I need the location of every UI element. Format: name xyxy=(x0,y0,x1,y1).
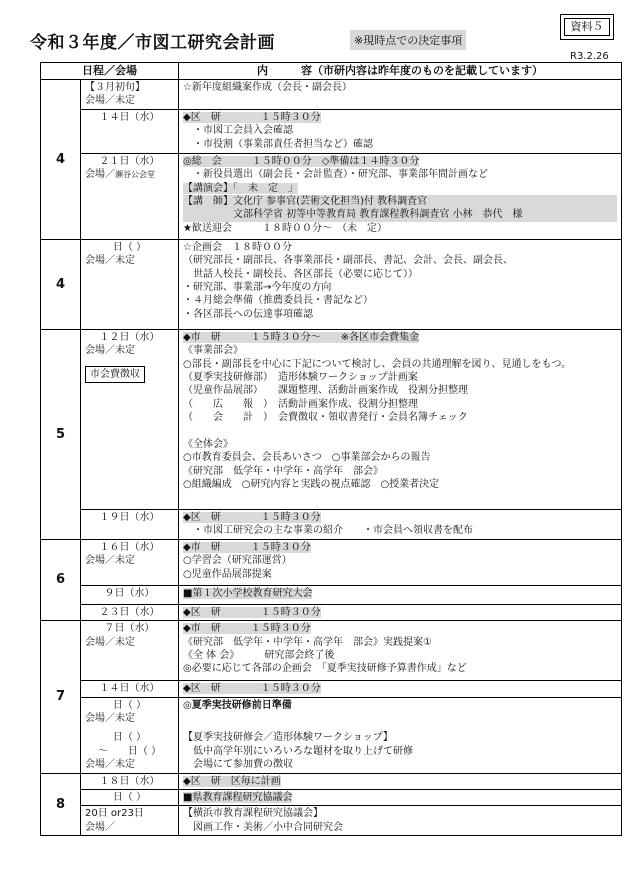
schedule-cell xyxy=(81,80,179,110)
schedule-date: ７日（水） xyxy=(104,623,155,635)
schedule-venue: 会場／未定 xyxy=(85,345,135,357)
schedule-cell xyxy=(81,790,179,806)
month-cell: 5 xyxy=(41,329,81,539)
content-line: ・市図工会員入会確認 xyxy=(183,125,293,137)
schedule-cell xyxy=(81,509,179,539)
table-row xyxy=(41,773,622,789)
content-line: ■県教育課程研究協議会 xyxy=(183,792,293,804)
table-row xyxy=(41,153,622,239)
schedule-date: ９日（水） xyxy=(104,587,155,599)
schedule-date: 日（ ） xyxy=(112,241,147,253)
table-row xyxy=(41,239,622,329)
content-line: 《研究部 低学年・中学年・高学年 部会》 xyxy=(183,465,383,477)
content-line: （ 広 報 ） 活動計画案作成、役割分担整理 xyxy=(183,398,418,410)
table-row xyxy=(41,539,622,585)
table-row xyxy=(41,621,622,681)
content-line: （研究部長・副部長、各事業部長・副部長、書記、会計、会長、副会長、 xyxy=(183,255,513,267)
schedule-cell xyxy=(81,239,179,329)
content-line: ☆企画会 １８時００分 xyxy=(183,241,292,253)
content-line: 【講演会】「 未 定 」 xyxy=(183,182,298,194)
content-cell xyxy=(179,585,622,604)
schedule-cell xyxy=(81,773,179,789)
content-line: ■第１次小学校教育研究大会 xyxy=(183,587,313,599)
content-line: 《全体会》 xyxy=(183,439,233,451)
schedule-cell xyxy=(81,329,179,509)
schedule-column-header: 日程／会場 xyxy=(41,63,179,80)
table-row xyxy=(41,109,622,153)
document-date: R3.2.26 xyxy=(570,51,609,62)
content-cell xyxy=(179,681,622,697)
content-line: ◆区 研 １５時３０分 xyxy=(183,511,321,523)
schedule-venue: 会場／未定 xyxy=(85,636,135,648)
content-cell xyxy=(179,790,622,806)
content-line: ◆区 研 区毎に計画 xyxy=(183,775,281,787)
fee-collection-badge: 市会費徴収 xyxy=(85,366,145,383)
table-row xyxy=(41,681,622,697)
content-line: 【講 師】文化庁 参事官(芸術文化担当)付 教科調査官 xyxy=(183,195,617,208)
content-cell xyxy=(179,329,622,509)
table-row xyxy=(41,697,622,773)
schedule-date: 日（ ） xyxy=(112,792,147,804)
content-line: ○部長・副部長を中心に下記について検討し、会員の共通理解を図り、見通しをもつ。 xyxy=(183,358,572,370)
content-line: ○市教育委員会、会長あいさつ ○事業部会からの報告 xyxy=(183,452,431,464)
content-cell xyxy=(179,773,622,789)
schedule-cell xyxy=(81,109,179,153)
content-line: ○組織編成 ○研究内容と実践の視点確認 ○授業者決定 xyxy=(183,479,440,491)
schedule-venue: 会場／ xyxy=(85,169,115,181)
content-line: 文部科学省 初等中等教育局 教育課程教科調査官 小林 恭代 様 xyxy=(183,208,617,221)
content-line: ○児童作品展部提案 xyxy=(183,568,272,580)
content-line: ・４月総会準備（推薦委員長・書記など） xyxy=(183,295,373,307)
content-cell xyxy=(179,153,622,239)
content-line: ・研究部、事業部→今年度の方向 xyxy=(183,282,332,294)
content-line: ◆区 研 １５時３０分 xyxy=(183,111,321,123)
month-cell: 8 xyxy=(41,773,81,836)
schedule-cell xyxy=(81,697,179,773)
schedule-cell xyxy=(81,585,179,604)
content-line: 世話人校長・副校長、各区部長（必要に応じて）） xyxy=(183,268,418,280)
month-cell: 4 xyxy=(41,239,81,329)
schedule-date: ２１日（水） xyxy=(99,155,160,167)
content-line: 《事業部会》 xyxy=(183,345,243,357)
content-line: ★歓送迎会 １８時００分～ （未 定） xyxy=(183,222,387,234)
content-line: 【横浜市教育課程研究協議会】 xyxy=(183,808,323,820)
content-line: 図画工作・美術／小中合同研究会 xyxy=(183,821,343,833)
schedule-date: ～ 日（ ） xyxy=(97,745,162,757)
content-line: 会場にて参加費の徴収 xyxy=(183,759,293,771)
schedule-venue: 会場／未定 xyxy=(85,555,135,567)
schedule-cell xyxy=(81,621,179,681)
status-note: ※現時点での決定事項 xyxy=(350,30,466,50)
content-line: （夏季実技研修部） 造形体験ワークショップ計画案 xyxy=(183,372,418,384)
schedule-cell xyxy=(81,681,179,697)
table-row xyxy=(41,806,622,836)
page-title: 令和３年度／市図工研究会計画 xyxy=(30,33,275,53)
content-line: ◆区 研 １５時３０分 xyxy=(183,683,321,695)
content-line: （ 会 計 ） 会費徴収・領収書発行・会員名簿チェック xyxy=(183,412,468,424)
table-row xyxy=(41,329,622,509)
schedule-cell xyxy=(81,806,179,836)
schedule-cell xyxy=(81,153,179,239)
table-row xyxy=(41,790,622,806)
schedule-date: 日（ ） xyxy=(112,732,147,744)
content-line: ◎必要に応じて各部の企画会 「夏季実技研修予算書作成」など xyxy=(183,663,467,675)
content-line: ・市役割（事業部責任者担当など）確認 xyxy=(183,138,373,150)
schedule-date: １９日（水） xyxy=(99,511,160,523)
schedule-date: ２３日（水） xyxy=(99,606,160,618)
schedule-venue: 会場／未定 xyxy=(85,95,135,107)
schedule-date: 20日 or23日 xyxy=(85,808,144,820)
content-line: 【夏季実技研修会／造形体験ワークショップ】 xyxy=(183,732,393,744)
schedule-date: １２日（水） xyxy=(99,331,160,343)
plan-table xyxy=(40,62,622,836)
content-line: ◎夏季実技研修前日準備 xyxy=(183,699,292,711)
content-line: ・市図工研究会の主な事業の紹介 ・市会員へ領収書を配布 xyxy=(183,525,473,537)
content-line: ◆市 研 １５時３０分 xyxy=(183,541,311,553)
table-row xyxy=(41,604,622,620)
content-cell xyxy=(179,604,622,620)
content-cell xyxy=(179,806,622,836)
month-cell: 6 xyxy=(41,539,81,620)
month-cell: 4 xyxy=(41,80,81,240)
schedule-cell xyxy=(81,604,179,620)
schedule-date: １６日（水） xyxy=(99,541,160,553)
schedule-cell xyxy=(81,539,179,585)
month-cell: 7 xyxy=(41,621,81,773)
schedule-venue: 会場／未定 xyxy=(85,255,135,267)
schedule-date: １４日（水） xyxy=(99,683,160,695)
content-line: （児童作品展部） 課題整理、活動計画案作成 役割分担整理 xyxy=(183,385,468,397)
schedule-venue: 会場／未定 xyxy=(85,713,135,725)
content-line: ・新役員選出（副会長・会計監査）・研究部、事業部年間計画など xyxy=(183,169,488,181)
content-line: ◎総 会 １５時００分 ◇準備は１４時３０分 xyxy=(183,155,420,167)
schedule-venue: 会場／未定 xyxy=(85,759,135,771)
content-line: ◆市 研 １５時３０分～ ※各区市会費集金 xyxy=(183,331,420,343)
schedule-venue-name: 瀬谷公会堂 xyxy=(115,170,155,180)
document-label: 資料５ xyxy=(560,14,614,40)
content-cell xyxy=(179,509,622,539)
content-cell xyxy=(179,697,622,773)
schedule-date: 【３月初旬】 xyxy=(85,82,145,93)
content-line: ◆区 研 １５時３０分 xyxy=(183,606,321,618)
schedule-date: 日（ ） xyxy=(112,699,147,711)
content-cell xyxy=(179,621,622,681)
content-line: 《全 体 会》 研究部会終了後 xyxy=(183,650,335,662)
table-header-row xyxy=(41,63,622,80)
schedule-date: １８日（水） xyxy=(99,775,160,787)
content-line: ・各区部長への伝達事項確認 xyxy=(183,308,313,320)
content-line: ☆新年度組織案作成（会長・副会長） xyxy=(183,82,352,93)
schedule-venue: 会場／ xyxy=(85,821,115,833)
content-column-header: 内 容（市研内容は昨年度のものを記載しています） xyxy=(179,63,622,80)
content-cell xyxy=(179,239,622,329)
schedule-date: １４日（水） xyxy=(99,111,160,123)
content-cell xyxy=(179,539,622,585)
table-row xyxy=(41,585,622,604)
content-line: 低中高学年別にいろいろな題材を取り上げて研修 xyxy=(183,745,413,757)
content-line: ◆市 研 １５時３０分 xyxy=(183,623,311,635)
table-row xyxy=(41,509,622,539)
content-cell xyxy=(179,109,622,153)
content-line: ○学習会（研究部運営） xyxy=(183,555,292,567)
content-cell xyxy=(179,80,622,110)
table-row xyxy=(41,80,622,110)
content-line: 《研究部 低学年・中学年・高学年 部会》実践提案① xyxy=(183,636,432,648)
